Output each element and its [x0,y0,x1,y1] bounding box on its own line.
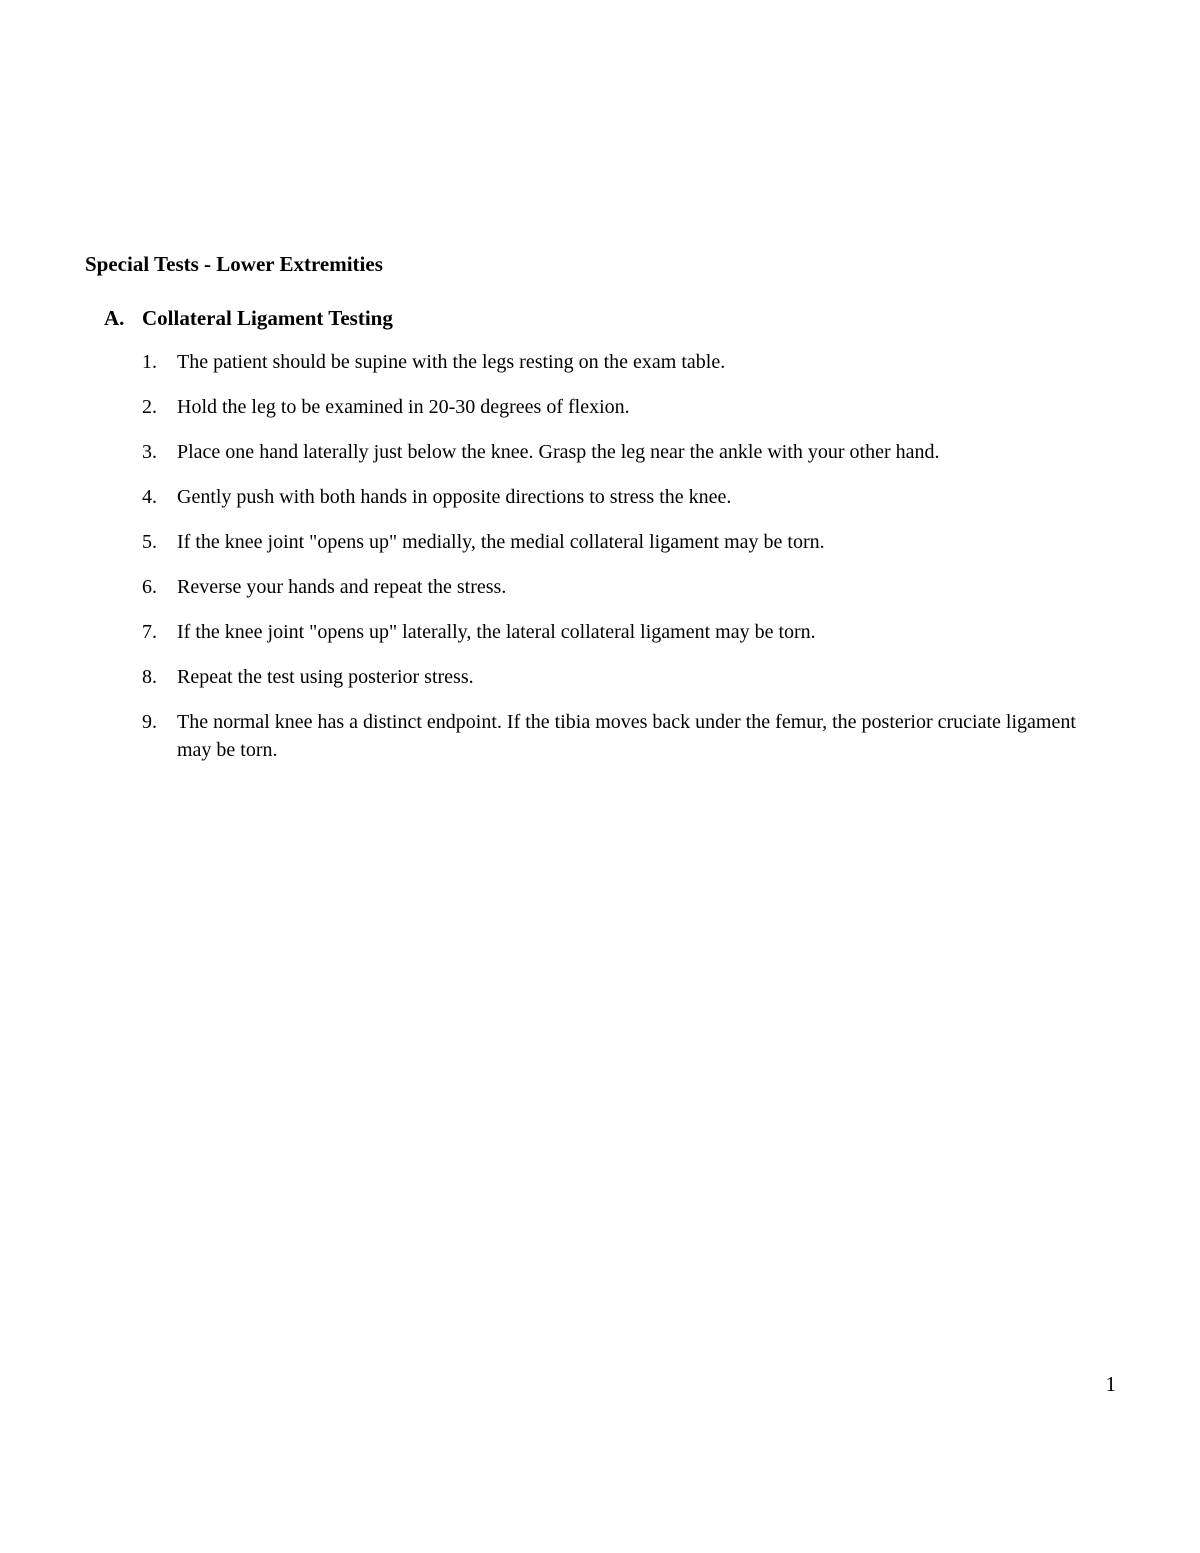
list-item [0,393,1200,421]
step-number: 3. [142,441,157,463]
step-text: Gently push with both hands in opposite directions to stress the knee. [177,486,732,508]
step-text: If the knee joint "opens up" laterally, the lateral collateral ligament may be torn. [177,621,816,643]
list-item [0,708,1200,764]
section-heading [104,304,393,332]
list-item [0,438,1200,466]
list-item [0,618,1200,646]
list-item [0,348,1200,376]
step-number: 5. [142,531,157,553]
step-text: Repeat the test using posterior stress. [177,666,474,688]
step-number: 4. [142,486,157,508]
step-text: If the knee joint "opens up" medially, the medial collateral ligament may be torn. [177,531,825,553]
step-list [0,348,1200,781]
step-text: The normal knee has a distinct endpoint. If the tibia moves back under the femur, the posterior cruciate ligament may be torn. [177,711,1076,761]
list-item [0,663,1200,691]
step-text: Hold the leg to be examined in 20-30 degrees of flexion. [177,396,630,418]
list-item [0,573,1200,601]
step-number: 7. [142,621,157,643]
step-number: 8. [142,666,157,688]
section-letter: A. [104,306,125,330]
step-text: The patient should be supine with the legs resting on the exam table. [177,351,726,373]
list-item [0,483,1200,511]
step-number: 6. [142,576,157,598]
section-heading-text: Collateral Ligament Testing [142,306,393,330]
page-number: 1 [1105,1372,1116,1396]
step-number: 2. [142,396,157,418]
step-text: Place one hand laterally just below the knee. Grasp the leg near the ankle with your other hand. [177,441,940,463]
step-text: Reverse your hands and repeat the stress. [177,576,507,598]
step-number: 1. [142,351,157,373]
step-number: 9. [142,711,157,733]
document-title: Special Tests - Lower Extremities [85,252,383,276]
list-item [0,528,1200,556]
